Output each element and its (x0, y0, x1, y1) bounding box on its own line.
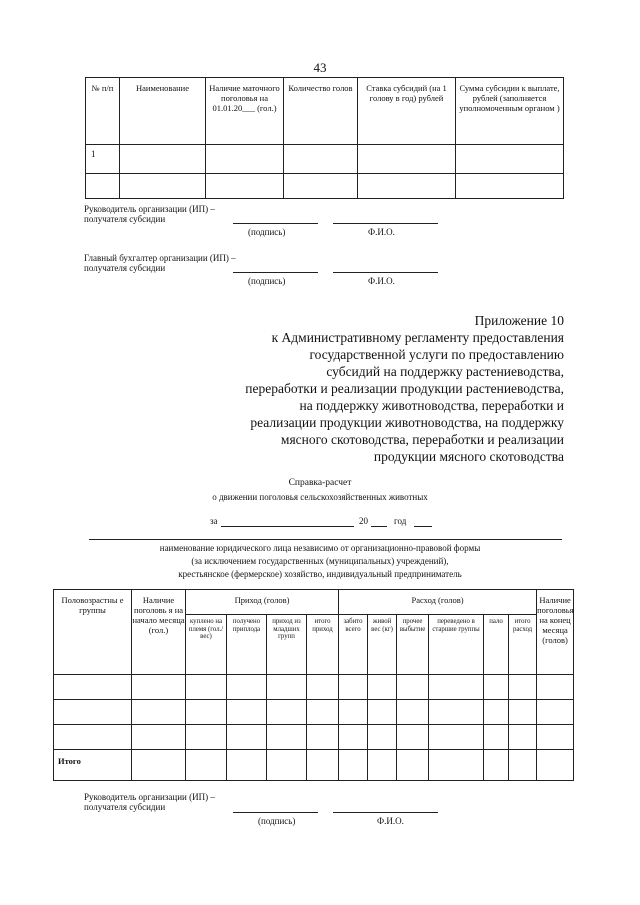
table-cell[interactable] (509, 675, 537, 700)
col-expense-weight: живой вес (кг) (368, 615, 397, 675)
fio-line[interactable] (333, 223, 438, 224)
table-cell[interactable] (509, 725, 537, 750)
table-cell[interactable] (509, 700, 537, 725)
table-cell[interactable] (54, 700, 132, 725)
table-cell[interactable] (537, 700, 574, 725)
period-year: 20 (359, 516, 368, 526)
col-expense-total: итого расход (509, 615, 537, 675)
table-cell[interactable] (397, 700, 429, 725)
table-cell[interactable] (429, 700, 484, 725)
table-cell[interactable] (429, 675, 484, 700)
table-cell[interactable] (267, 700, 307, 725)
year-line[interactable] (371, 526, 387, 527)
table-cell[interactable] (227, 750, 267, 781)
table-cell[interactable] (456, 174, 564, 199)
table-cell[interactable] (456, 145, 564, 174)
sign-line[interactable] (233, 812, 318, 813)
col-expense-died: пало (484, 615, 509, 675)
table-cell[interactable] (537, 725, 574, 750)
table-cell[interactable] (429, 725, 484, 750)
sign-line[interactable] (233, 272, 318, 273)
table-cell[interactable] (397, 725, 429, 750)
table-cell[interactable] (120, 145, 206, 174)
org-caption-3: крестьянское (фермерское) хозяйство, индивидуальный предприниматель (178, 569, 462, 579)
table-cell[interactable] (267, 675, 307, 700)
livestock-movement-table (53, 589, 574, 781)
table-row (86, 145, 564, 174)
table-total-row (54, 750, 574, 781)
doc-subtitle: о движении поголовья сельскохозяйственных животных (212, 492, 428, 502)
appendix-line: реализации продукции животноводства, на поддержку (250, 415, 564, 430)
table-cell[interactable] (368, 675, 397, 700)
table-cell[interactable] (132, 675, 186, 700)
org-name-line[interactable] (89, 539, 562, 540)
col-header-expense: Расход (голов) (339, 590, 537, 615)
appendix-line: Приложение 10 (474, 313, 564, 328)
god-line[interactable] (414, 526, 432, 527)
signature-block-head-2 (84, 792, 215, 812)
sign-line[interactable] (233, 223, 318, 224)
table-cell[interactable] (368, 750, 397, 781)
table-cell[interactable] (429, 750, 484, 781)
table-cell[interactable] (307, 700, 339, 725)
table-cell[interactable] (54, 725, 132, 750)
table-cell[interactable] (186, 700, 227, 725)
sign-label: (подпись) (248, 227, 286, 237)
col-income-transfer: приход из младших групп (267, 615, 307, 675)
appendix-line: мясного скотоводства, переработки и реализации (280, 432, 564, 447)
doc-title: Справка-расчет (288, 478, 352, 488)
org-caption: наименование юридического лица независимо от организационно-правовой формы (159, 543, 481, 553)
col-expense-slaughter: забито всего (339, 615, 368, 675)
table-cell[interactable] (339, 725, 368, 750)
table-cell[interactable] (339, 750, 368, 781)
appendix-line: продукции мясного скотоводства (373, 449, 564, 464)
col-income-total: итого приход (307, 615, 339, 675)
table-cell[interactable] (267, 725, 307, 750)
fio-label: Ф.И.О. (368, 276, 395, 286)
table-cell[interactable] (186, 725, 227, 750)
signature-role-sub: получателя субсидии (84, 214, 166, 224)
table-cell[interactable] (509, 750, 537, 781)
table-cell[interactable] (86, 174, 120, 199)
table-cell[interactable] (484, 700, 509, 725)
col-header-sum: Сумма субсидии к выплате, рублей (заполняется уполномоченным органом ) (456, 78, 564, 145)
col-expense-other: прочее выбытие (397, 615, 429, 675)
table-cell[interactable] (206, 145, 284, 174)
table-cell[interactable] (537, 675, 574, 700)
appendix-line: субсидий на поддержку растениеводства, (326, 364, 564, 379)
table-row (86, 174, 564, 199)
fio-label: Ф.И.О. (368, 227, 395, 237)
table-row (54, 675, 574, 700)
table-cell[interactable] (397, 750, 429, 781)
appendix-line: к Административному регламенту предоставления (271, 330, 564, 345)
table-cell[interactable] (484, 675, 509, 700)
appendix-line: государственной услуги по предоставлению (309, 347, 564, 362)
appendix-heading (144, 312, 564, 465)
col-expense-transfer: переведено в старшие группы (429, 615, 484, 675)
table-cell[interactable] (227, 725, 267, 750)
fio-label: Ф.И.О. (377, 816, 404, 826)
table-cell[interactable] (358, 145, 456, 174)
table-cell[interactable] (339, 700, 368, 725)
table-cell[interactable] (227, 700, 267, 725)
table-cell[interactable] (397, 675, 429, 700)
period-za: за (210, 516, 218, 526)
signature-role: Руководитель организации (ИП) – (84, 792, 215, 802)
period-god: год (394, 516, 407, 526)
appendix-line: переработки и реализации продукции растениеводства, (245, 381, 564, 396)
col-header-count: Количество голов (284, 78, 358, 145)
table-cell[interactable] (206, 174, 284, 199)
col-header-num: № п/п (86, 78, 120, 145)
period-line[interactable] (221, 526, 354, 527)
table-cell[interactable] (284, 174, 358, 199)
col-header-stock: Наличие маточного поголовья на 01.01.20___ (гол.) (206, 78, 284, 145)
table-row (54, 725, 574, 750)
row-number: 1 (86, 145, 120, 174)
table-row (54, 700, 574, 725)
table-cell[interactable] (537, 750, 574, 781)
total-label: Итого (54, 750, 132, 781)
table-cell[interactable] (339, 675, 368, 700)
col-header-groups: Половозрастны е группы (54, 590, 132, 675)
table-cell[interactable] (54, 675, 132, 700)
col-header-end: Наличие поголовья на конец месяца (голов) (537, 590, 574, 675)
table-cell[interactable] (284, 145, 358, 174)
table-cell[interactable] (132, 725, 186, 750)
appendix-line: на поддержку животноводства, переработки и (299, 398, 564, 413)
table-cell[interactable] (227, 675, 267, 700)
signature-role-sub: получателя субсидии (84, 263, 166, 273)
table-cell[interactable] (132, 700, 186, 725)
sign-label: (подпись) (258, 816, 296, 826)
sign-label: (подпись) (248, 276, 286, 286)
col-header-income: Приход (голов) (186, 590, 339, 615)
table-cell[interactable] (368, 725, 397, 750)
table-cell[interactable] (484, 725, 509, 750)
col-header-rate: Ставка субсидий (на 1 голову в год) рублей (358, 78, 456, 145)
col-income-bought: куплено на племя (гол./вес) (186, 615, 227, 675)
table-cell[interactable] (267, 750, 307, 781)
col-header-name: Наименование (120, 78, 206, 145)
table-cell[interactable] (358, 174, 456, 199)
table-cell[interactable] (307, 725, 339, 750)
fio-line[interactable] (333, 812, 438, 813)
fio-line[interactable] (333, 272, 438, 273)
table-cell[interactable] (186, 750, 227, 781)
page-number: 43 (313, 60, 327, 75)
table-cell[interactable] (120, 174, 206, 199)
table-cell[interactable] (307, 675, 339, 700)
org-caption-2: (за исключением государственных (муниципальных) учреждений), (191, 556, 449, 566)
signature-block-head (84, 204, 215, 224)
signature-role: Главный бухгалтер организации (ИП) – (84, 253, 236, 263)
signature-role: Руководитель организации (ИП) – (84, 204, 215, 214)
table-cell[interactable] (484, 750, 509, 781)
signature-role-sub: получателя субсидии (84, 802, 166, 812)
col-header-start: Наличие поголовь я на начало месяца (гол.) (132, 590, 186, 675)
table-cell[interactable] (368, 700, 397, 725)
table-cell[interactable] (186, 675, 227, 700)
col-income-born: получено приплода (227, 615, 267, 675)
subsidy-table (85, 77, 564, 199)
table-cell[interactable] (307, 750, 339, 781)
signature-block-accountant (84, 253, 236, 273)
table-cell[interactable] (132, 750, 186, 781)
